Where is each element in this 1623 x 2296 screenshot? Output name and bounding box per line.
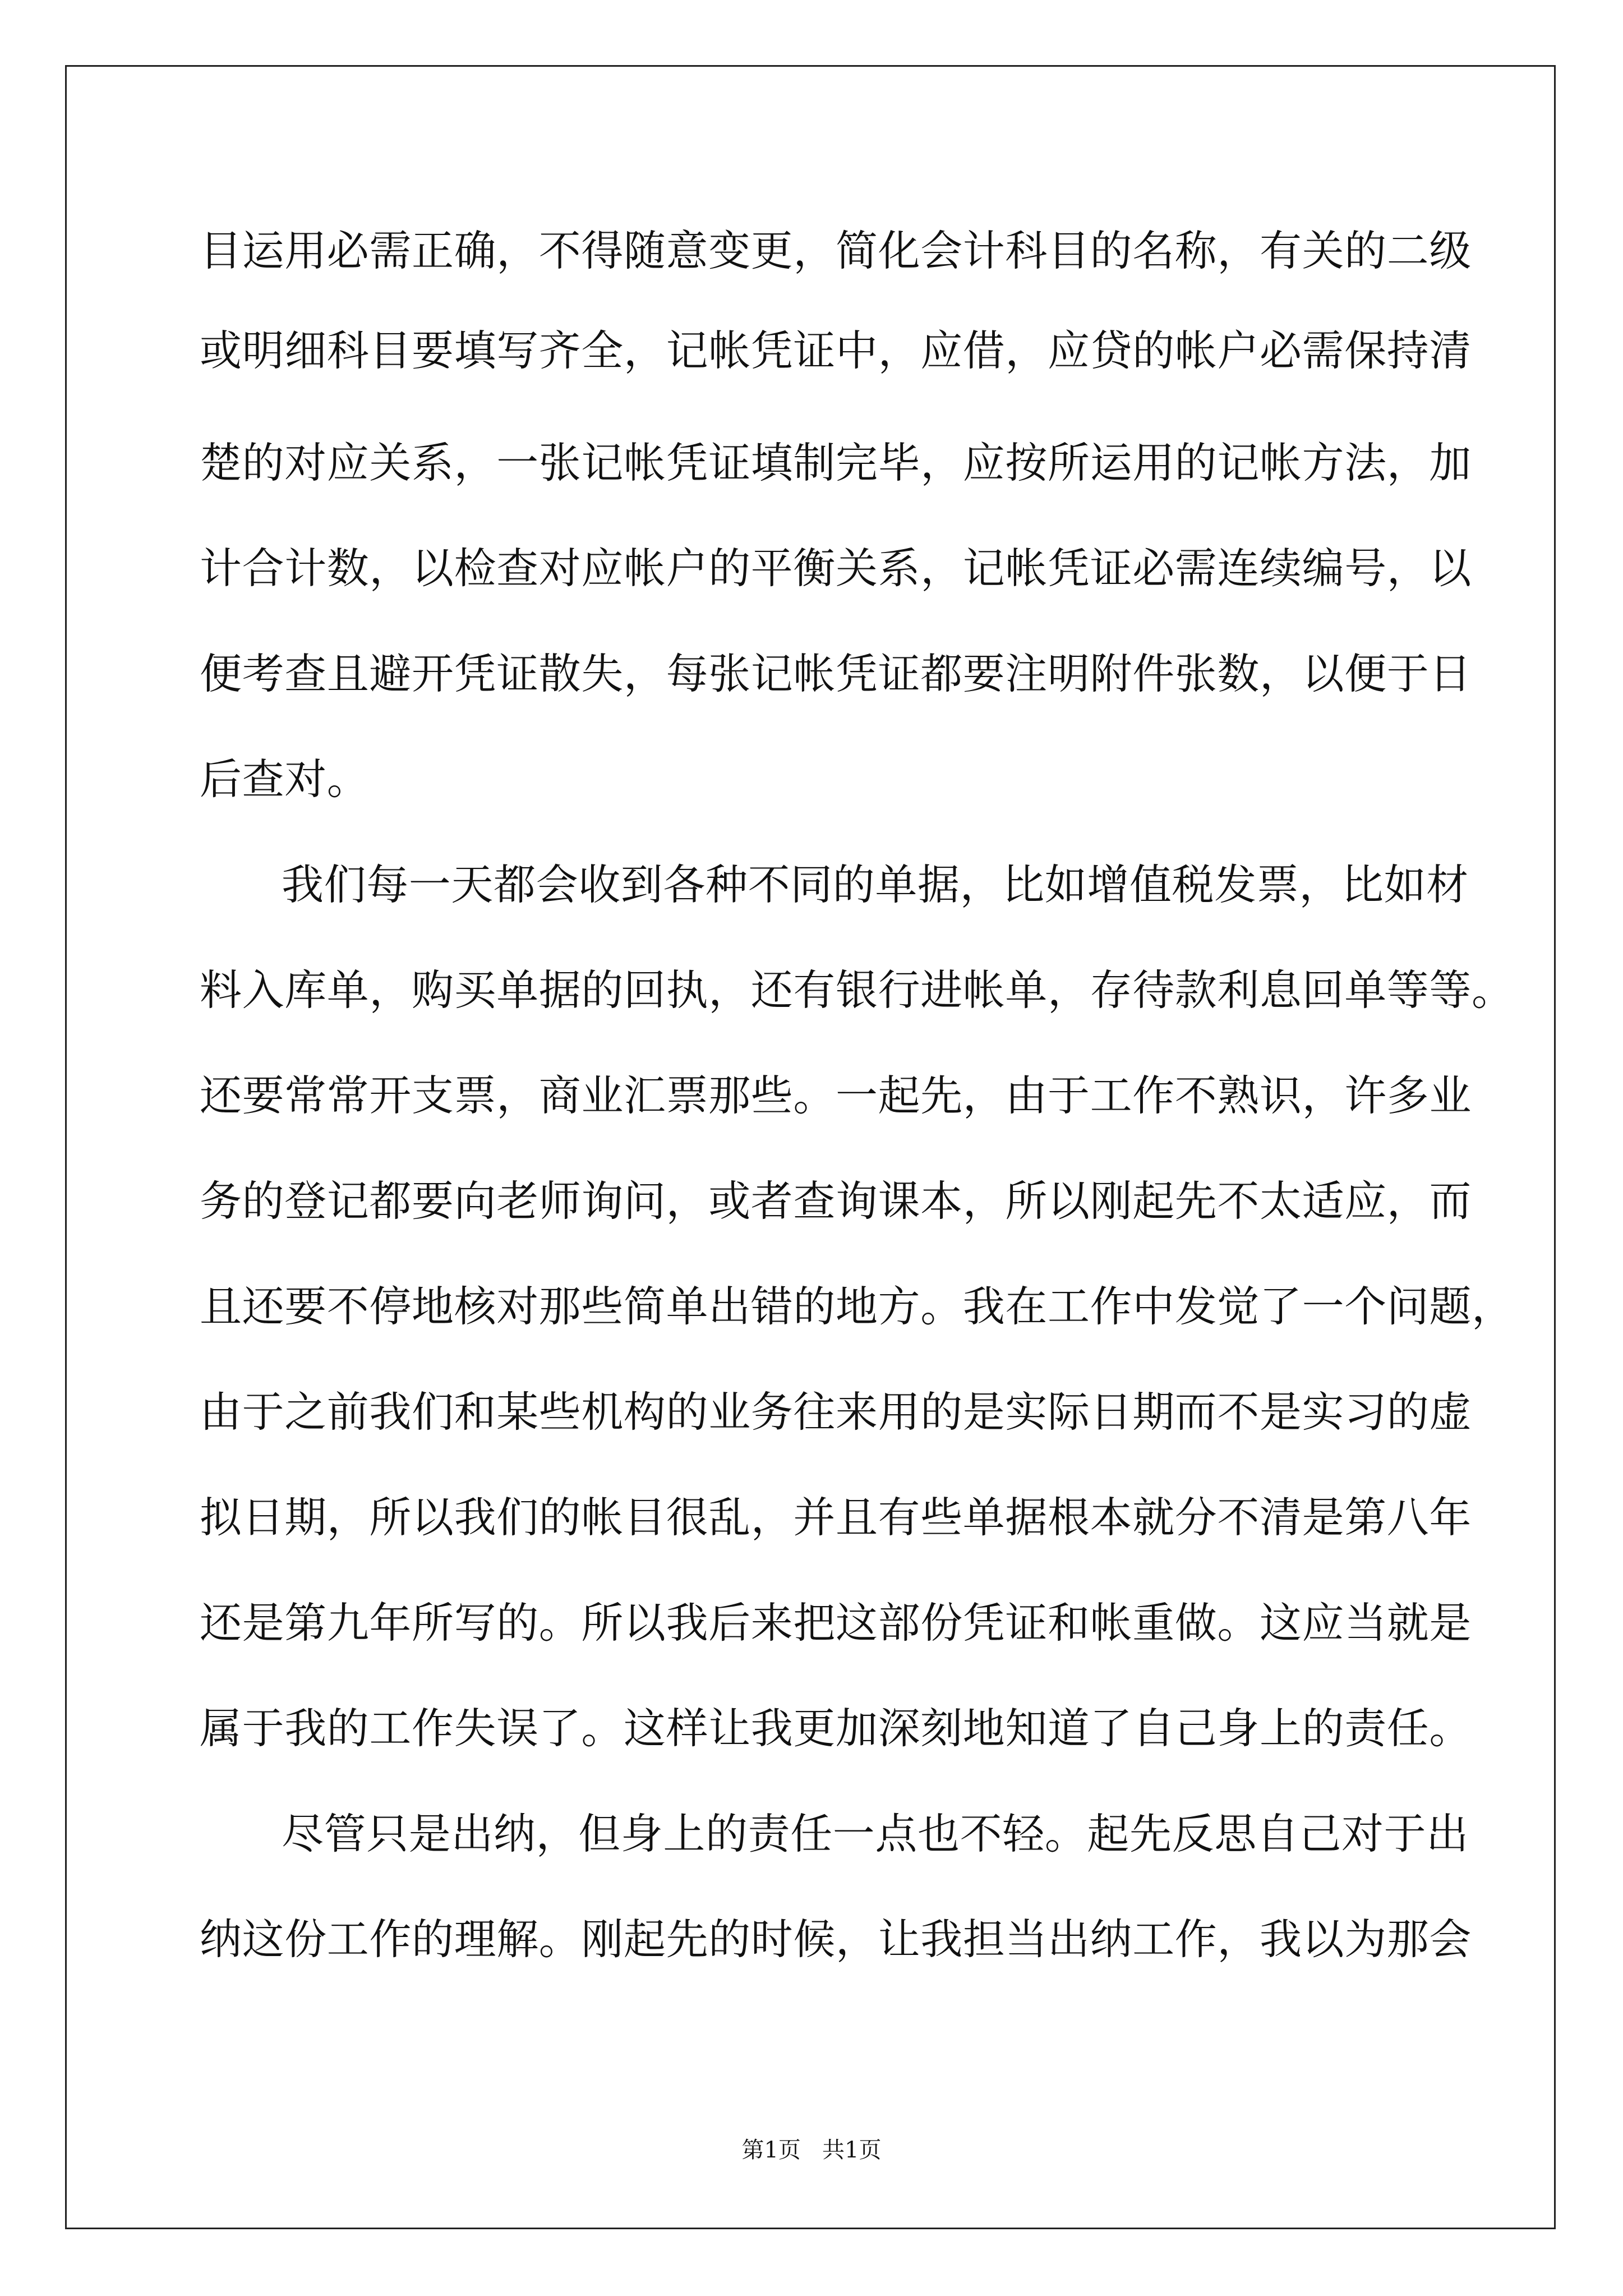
paragraph-first-line: 尽管只是出纳，但身上的责任一点也不轻。起先反思自己对于出 xyxy=(282,1809,1469,1858)
page-footer: 第1页 共1页 xyxy=(741,2137,882,2163)
paragraph-first-line: 我们每一天都会收到各种不同的单据，比如增值税发票，比如材 xyxy=(282,860,1469,909)
text-line: 计合计数，以检查对应帐户的平衡关系，记帐凭证必需连续编号，以 xyxy=(200,544,1472,593)
text-line: 后查对。 xyxy=(200,754,370,804)
text-line: 且还要不停地核对那些简单出错的地方。我在工作中发觉了一个问题， xyxy=(200,1282,1514,1331)
text-line: 由于之前我们和某些机构的业务往来用的是实际日期而不是实习的虚 xyxy=(200,1387,1472,1437)
text-line: 料入库单，购买单据的回执，还有银行进帐单，存待款利息回单等等。 xyxy=(200,965,1514,1015)
text-line: 还要常常开支票，商业汇票那些。一起先，由于工作不熟识，许多业 xyxy=(200,1071,1472,1120)
text-line: 还是第九年所写的。所以我后来把这部份凭证和帐重做。这应当就是 xyxy=(200,1598,1472,1648)
page-border xyxy=(65,65,1556,2229)
text-line: 拟日期，所以我们的帐目很乱，并且有些单据根本就分不清是第八年 xyxy=(200,1493,1472,1542)
text-line: 或明细科目要填写齐全，记帐凭证中，应借，应贷的帐户必需保持清 xyxy=(200,326,1472,375)
text-line: 属于我的工作失误了。这样让我更加深刻地知道了自己身上的责任。 xyxy=(200,1704,1472,1753)
text-line: 务的登记都要向老师询问，或者查询课本，所以刚起先不太适应，而 xyxy=(200,1176,1472,1226)
text-line: 便考查且避开凭证散失，每张记帐凭证都要注明附件张数，以便于日 xyxy=(200,649,1472,698)
text-line: 目运用必需正确，不得随意变更，简化会计科目的名称，有关的二级 xyxy=(200,226,1472,275)
text-line: 纳这份工作的理解。刚起先的时候，让我担当出纳工作，我以为那会 xyxy=(200,1915,1472,1964)
text-line: 楚的对应关系，一张记帐凭证填制完毕，应按所运用的记帐方法，加 xyxy=(200,438,1472,487)
